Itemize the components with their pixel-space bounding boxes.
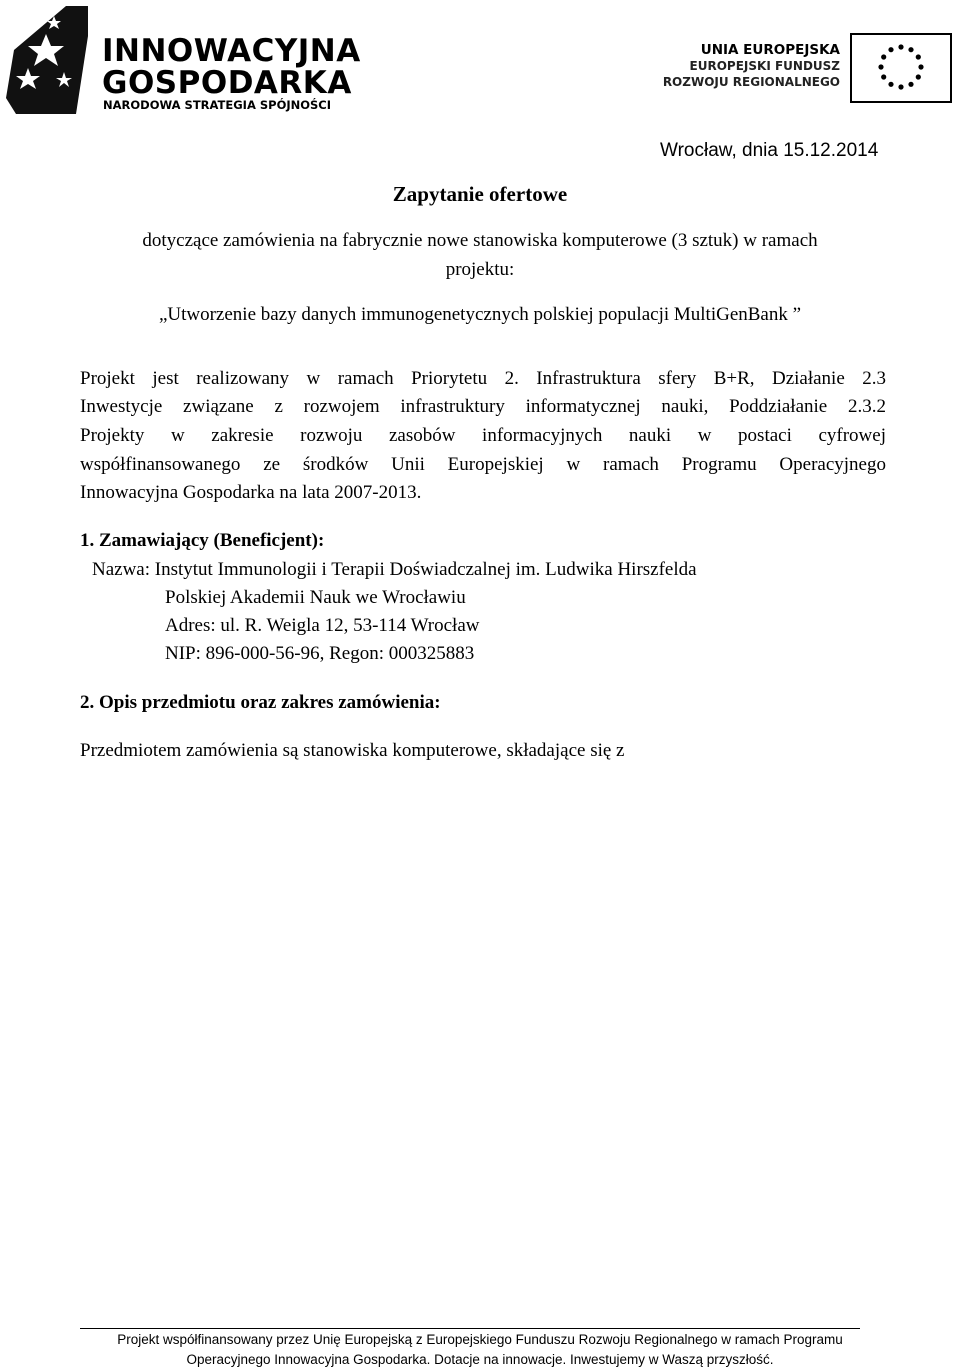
eu-logo-line-1: UNIA EUROPEJSKA xyxy=(700,42,840,58)
project-info-line-3: Projekty w zakresie rozwoju zasobów informacyjnych nauki w postaci cyfrowej xyxy=(80,425,886,446)
project-info-line-2: Inwestycje związane z rozwojem infrastruktury informatycznej nauki, Poddziałanie 2.3.2 xyxy=(80,396,886,417)
footer-divider xyxy=(80,1328,860,1329)
project-info-line-1: Projekt jest realizowany w ramach Priorytetu 2. Infrastruktura sfery B+R, Działanie 2.3 xyxy=(80,368,886,389)
eu-flag-icon xyxy=(850,33,952,103)
section-1-heading: 1. Zamawiający (Beneficjent): xyxy=(80,530,325,551)
logo-line-3: NARODOWA STRATEGIA SPÓJNOŚCI xyxy=(103,98,332,112)
eu-logo-line-2: EUROPEJSKI FUNDUSZ xyxy=(689,59,840,73)
innowacyjna-gospodarka-logo xyxy=(6,6,361,116)
beneficiary-name: Nazwa: Instytut Immunologii i Terapii Doświadczalnej im. Ludwika Hirszfelda xyxy=(92,559,697,580)
logo-line-2: GOSPODARKA xyxy=(102,65,352,101)
project-info-line-4: współfinansowanego ze środków Unii Europejskiej w ramach Programu Operacyjnego xyxy=(80,454,886,475)
beneficiary-name-continued: Polskiej Akademii Nauk we Wrocławiu xyxy=(165,587,466,608)
project-name: „Utworzenie bazy danych immunogenetycznych polskiej populacji MultiGenBank ” xyxy=(158,304,802,325)
project-info-line-5: Innowacyjna Gospodarka na lata 2007-2013. xyxy=(80,482,422,503)
beneficiary-nip-regon: NIP: 896-000-56-96, Regon: 000325883 xyxy=(165,643,475,664)
beneficiary-address: Adres: ul. R. Weigla 12, 53-114 Wrocław xyxy=(165,615,480,636)
section-2-text: Przedmiotem zamówienia są stanowiska komputerowe, składające się z xyxy=(80,740,625,761)
document-date: Wrocław, dnia 15.12.2014 xyxy=(660,140,879,161)
document-title: Zapytanie ofertowe xyxy=(392,182,568,206)
section-2-heading: 2. Opis przedmiotu oraz zakres zamówienia: xyxy=(80,692,441,713)
innovation-star-icon xyxy=(6,6,88,114)
eu-logo xyxy=(650,30,952,106)
footer-line-2: Operacyjnego Innowacyjna Gospodarka. Dotacje na innowacje. Inwestujemy w Waszą przyszłość. xyxy=(186,1352,774,1367)
subject-line-2: projektu: xyxy=(445,259,515,280)
footer-line-1: Projekt współfinansowany przez Unię Europejską z Europejskiego Funduszu Rozwoju Regionalnego w ramach Programu xyxy=(117,1332,843,1347)
eu-logo-text xyxy=(663,42,840,90)
logo-line-1: INNOWACYJNA xyxy=(102,33,361,69)
eu-logo-line-3: ROZWOJU REGIONALNEGO xyxy=(662,75,840,89)
subject-line-1: dotyczące zamówienia na fabrycznie nowe stanowiska komputerowe (3 sztuk) w ramach xyxy=(142,230,818,251)
